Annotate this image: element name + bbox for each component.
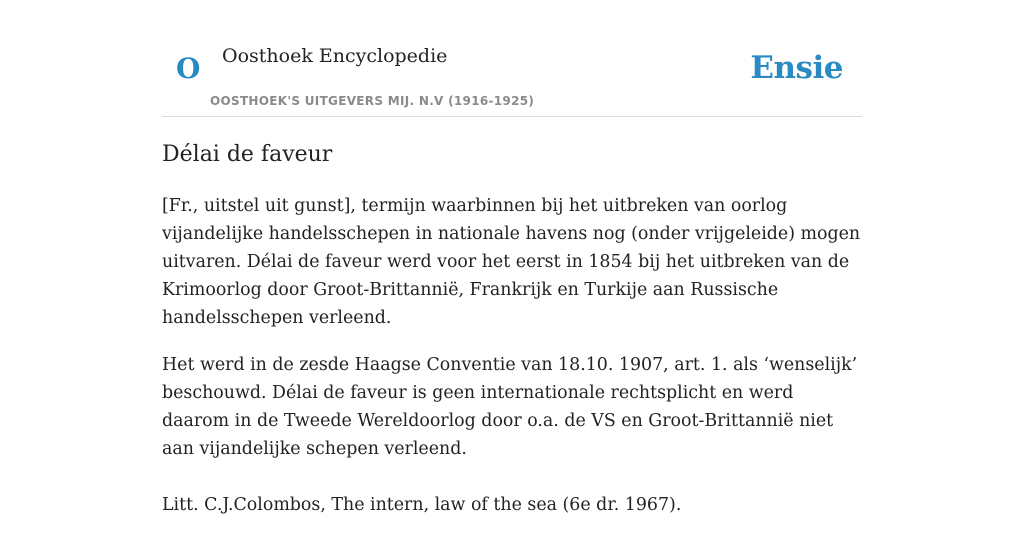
oosthoek-logo[interactable]: O xyxy=(176,52,201,85)
article-paragraph: [Fr., uitstel uit gunst], termijn waarbinnen bij het uitbreken van oorlog vijandelijke handelsschepen in nationale havens nog (onder vrijgeleide) mogen uitvaren. Délai de faveur werd voor het eerst in 1854 bij het uitbreken van de Krimoorlog door Groot-Brittannië, Frankrijk en Turkije aan Russische handelsschepen verleend. xyxy=(162,196,861,328)
literature-reference: Litt. C.J.Colombos, The intern, law of the sea (6e dr. 1967). xyxy=(162,495,682,515)
article-body xyxy=(162,192,866,519)
site-header xyxy=(162,0,862,117)
publisher-subtitle: OOSTHOEK'S UITGEVERS MIJ. N.V (1916-1925) xyxy=(210,94,535,108)
article-title: Délai de faveur xyxy=(162,142,333,167)
ensie-logo-link[interactable]: Ensie xyxy=(750,50,843,86)
article-paragraph: Het werd in de zesde Haagse Conventie van 18.10. 1907, art. 1. als ‘wenselijk’ beschouwd. Délai de faveur is geen internationale rechtsplicht en werd daarom in de Tweede Wereldoorlog door o.a. de VS en Groot-Brittannië niet aan vijandelijke schepen verleend. xyxy=(162,355,858,459)
article-content xyxy=(162,140,866,538)
site-title-link[interactable]: Oosthoek Encyclopedie xyxy=(222,45,448,67)
